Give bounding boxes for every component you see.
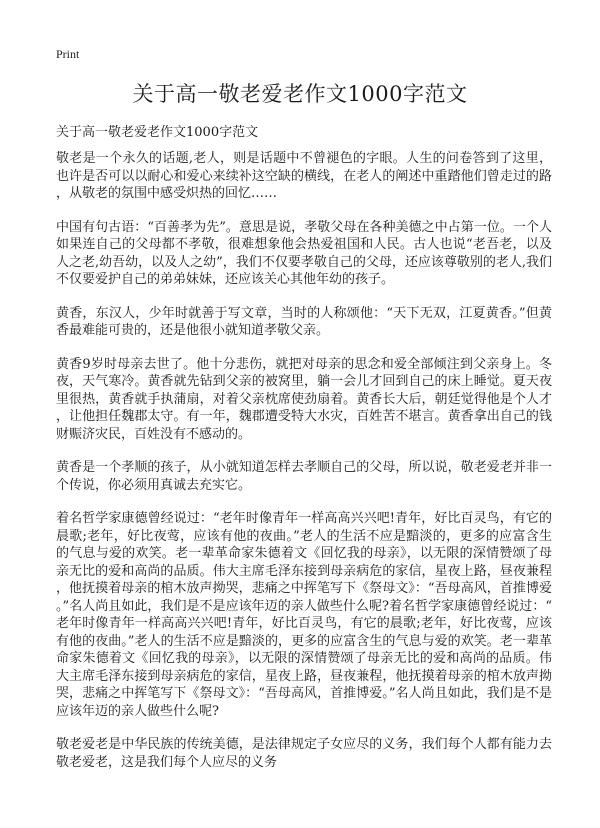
paragraph-2: 中国有句古语：“百善孝为先”。意思是说，孝敬父母在各种美德之中占第一位。一个人如果连自己的父母都不孝敬，很难想象他会热爱祖国和人民。古人也说“老吾老，以及人之老,幼吾幼，以及人之幼”，我们不仅要孝敬自己的父母，还应该尊敬别的老人,我们不仅要爱护自己的弟弟妹妹，还应该关心其他年幼的孩子。 (56, 219, 552, 287)
article-body (56, 150, 552, 787)
print-link[interactable]: Print (56, 47, 80, 61)
paragraph-3: 黄香，东汉人，少年时就善于写文章，当时的人称颂他：“天下无双，江夏黄香。”但黄香最难能可贵的，还是他很小就知道孝敬父亲。 (56, 305, 552, 338)
paragraph-7: 敬老爱老是中华民族的传统美德，是法律规定子女应尽的义务，我们每个人都有能力去敬老爱老，这是我们每个人应尽的义务 (56, 737, 552, 770)
paragraph-1: 敬老是一个永久的话题,老人，则是话题中不曾褪色的字眼。人生的问卷答到了这里，也许是否可以以耐心和爱心来续补这空缺的横线，在老人的阐述中重踏他们曾走过的路，从敬老的氛围中感受炽热的回忆…… (56, 151, 552, 201)
paragraph-4: 黄香9岁时母亲去世了。他十分悲伤，就把对母亲的思念和爱全部倾注到父亲身上。冬夜，天气寒冷。黄香就先钻到父亲的被窝里，躺一会儿才回到自己的床上睡觉。夏天夜里很热，黄香就手执蒲扇，对着父亲枕席使劲扇着。黄香长大后，朝廷觉得他是个人才，让他担任魏郡太守。有一年，魏郡遭受特大水灾，百姓苦不堪言。黄香拿出自己的钱财赈济灾民，百姓没有不感动的。 (56, 356, 552, 442)
paragraph-6: 着名哲学家康德曾经说过：“老年时像青年一样高高兴兴吧!青年，好比百灵鸟，有它的晨歌;老年，好比夜莺，应该有他的夜曲。”老人的生活不应是黯淡的，更多的应富含生的气息与爱的欢笑。老一辈革命家朱德着文《回忆我的母亲》，以无限的深情赞颂了母亲无比的爱和高尚的品质。伟大主席毛泽东接到母亲病危的家信，星夜上路，昼夜兼程，他抚摸着母亲的棺木放声拗哭，悲痛之中挥笔写下《祭母文》：“吾母高风，首推博爱。”名人尚且如此，我们是不是应该年迈的亲人做些什么呢?着名哲学家康德曾经说过：“老年时像青年一样高高兴兴吧!青年，好比百灵鸟，有它的晨歌;老年，好比夜莺，应该有他的夜曲。”老人的生活不应是黯淡的，更多的应富含生的气息与爱的欢笑。老一辈革命家朱德着文《回忆我的母亲》，以无限的深情赞颂了母亲无比的爱和高尚的品质。伟大主席毛泽东接到母亲病危的家信，星夜上路，昼夜兼程，他抚摸着母亲的棺木放声拗哭，悲痛之中挥笔写下《祭母文》：“吾母高风，首推博爱。”名人尚且如此，我们是不是应该年迈的亲人做些什么呢? (56, 511, 552, 719)
page-title: 关于高一敬老爱老作文1000字范文 (132, 82, 468, 106)
document-subtitle: 关于高一敬老爱老作文1000字范文 (56, 125, 259, 140)
paragraph-5: 黄香是一个孝顺的孩子，从小就知道怎样去孝顺自己的父母，所以说，敬老爱老并非一个传说，你必须用真诚去充实它。 (56, 460, 552, 493)
